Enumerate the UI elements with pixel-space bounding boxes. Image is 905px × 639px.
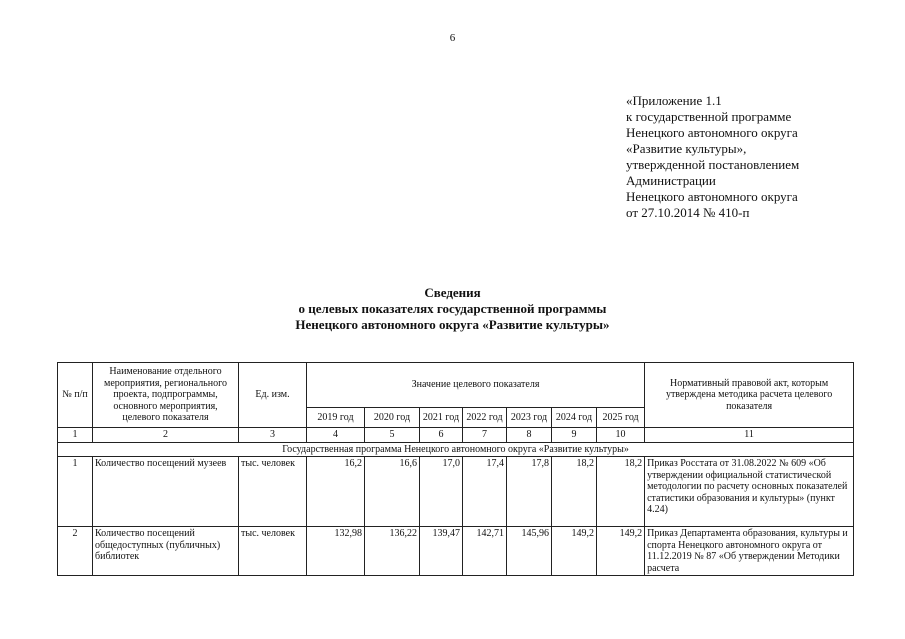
header-year: 2021 год bbox=[420, 408, 463, 428]
row-name: Количество посещений музеев bbox=[93, 457, 239, 527]
header-unit: Ед. изм. bbox=[239, 363, 307, 428]
header-row bbox=[58, 363, 854, 408]
indicators-table bbox=[57, 362, 854, 576]
document-title bbox=[0, 285, 905, 333]
annex-line: «Приложение 1.1 bbox=[626, 93, 722, 108]
annex-block bbox=[626, 93, 799, 221]
row-value: 17,0 bbox=[420, 457, 463, 527]
row-value: 17,4 bbox=[463, 457, 507, 527]
column-number: 3 bbox=[239, 428, 307, 443]
row-value: 136,22 bbox=[365, 527, 420, 576]
table-row bbox=[58, 457, 854, 527]
annex-line: «Развитие культуры», bbox=[626, 141, 747, 156]
column-number: 9 bbox=[552, 428, 597, 443]
column-number: 6 bbox=[420, 428, 463, 443]
header-value-group: Значение целевого показателя bbox=[307, 363, 645, 408]
row-unit: тыс. человек bbox=[239, 457, 307, 527]
section-title: Государственная программа Ненецкого автономного округа «Развитие культуры» bbox=[58, 442, 854, 457]
header-year: 2025 год bbox=[597, 408, 645, 428]
column-number: 1 bbox=[58, 428, 93, 443]
column-number: 10 bbox=[597, 428, 645, 443]
row-value: 142,71 bbox=[463, 527, 507, 576]
row-act: Приказ Росстата от 31.08.2022 № 609 «Об утверждении официальной статистической методологии по расчету основных показателей статистики образования и культуры» (пункт 4.24) bbox=[645, 457, 854, 527]
title-line: о целевых показателях государственной программы bbox=[298, 301, 607, 316]
section-row bbox=[58, 442, 854, 457]
row-value: 17,8 bbox=[507, 457, 552, 527]
header-year: 2022 год bbox=[463, 408, 507, 428]
row-value: 145,96 bbox=[507, 527, 552, 576]
annex-line: от 27.10.2014 № 410-п bbox=[626, 205, 750, 220]
row-act: Приказ Департамента образования, культуры и спорта Ненецкого автономного округа от 11.12.2019 № 87 «Об утверждении Методики расчета bbox=[645, 527, 854, 576]
row-name: Количество посещений общедоступных (публичных) библиотек bbox=[93, 527, 239, 576]
header-act: Нормативный правовой акт, которым утверждена методика расчета целевого показателя bbox=[645, 363, 854, 428]
row-num: 1 bbox=[58, 457, 93, 527]
row-value: 16,6 bbox=[365, 457, 420, 527]
header-year: 2024 год bbox=[552, 408, 597, 428]
column-number: 11 bbox=[645, 428, 854, 443]
column-number: 4 bbox=[307, 428, 365, 443]
page-number: 6 bbox=[449, 32, 456, 44]
row-value: 149,2 bbox=[597, 527, 645, 576]
column-number: 2 bbox=[93, 428, 239, 443]
annex-line: утвержденной постановлением bbox=[626, 157, 800, 172]
annex-line: Администрации bbox=[626, 173, 716, 188]
row-value: 18,2 bbox=[552, 457, 597, 527]
column-numbers-row bbox=[58, 428, 854, 443]
row-value: 139,47 bbox=[420, 527, 463, 576]
column-number: 5 bbox=[365, 428, 420, 443]
row-value: 18,2 bbox=[597, 457, 645, 527]
row-value: 149,2 bbox=[552, 527, 597, 576]
header-year: 2020 год bbox=[365, 408, 420, 428]
header-name: Наименование отдельного мероприятия, регионального проекта, подпрограммы, основного мероприятия, целевого показателя bbox=[93, 363, 239, 428]
annex-line: Ненецкого автономного округа bbox=[626, 125, 798, 140]
row-value: 132,98 bbox=[307, 527, 365, 576]
table-row bbox=[58, 527, 854, 576]
header-year: 2019 год bbox=[307, 408, 365, 428]
row-value: 16,2 bbox=[307, 457, 365, 527]
annex-line: Ненецкого автономного округа bbox=[626, 189, 798, 204]
column-number: 7 bbox=[463, 428, 507, 443]
header-year: 2023 год bbox=[507, 408, 552, 428]
title-line: Ненецкого автономного округа «Развитие культуры» bbox=[295, 317, 610, 332]
row-num: 2 bbox=[58, 527, 93, 576]
annex-line: к государственной программе bbox=[626, 109, 792, 124]
header-num: № п/п bbox=[58, 363, 93, 428]
title-line: Сведения bbox=[424, 285, 481, 300]
row-unit: тыс. человек bbox=[239, 527, 307, 576]
column-number: 8 bbox=[507, 428, 552, 443]
